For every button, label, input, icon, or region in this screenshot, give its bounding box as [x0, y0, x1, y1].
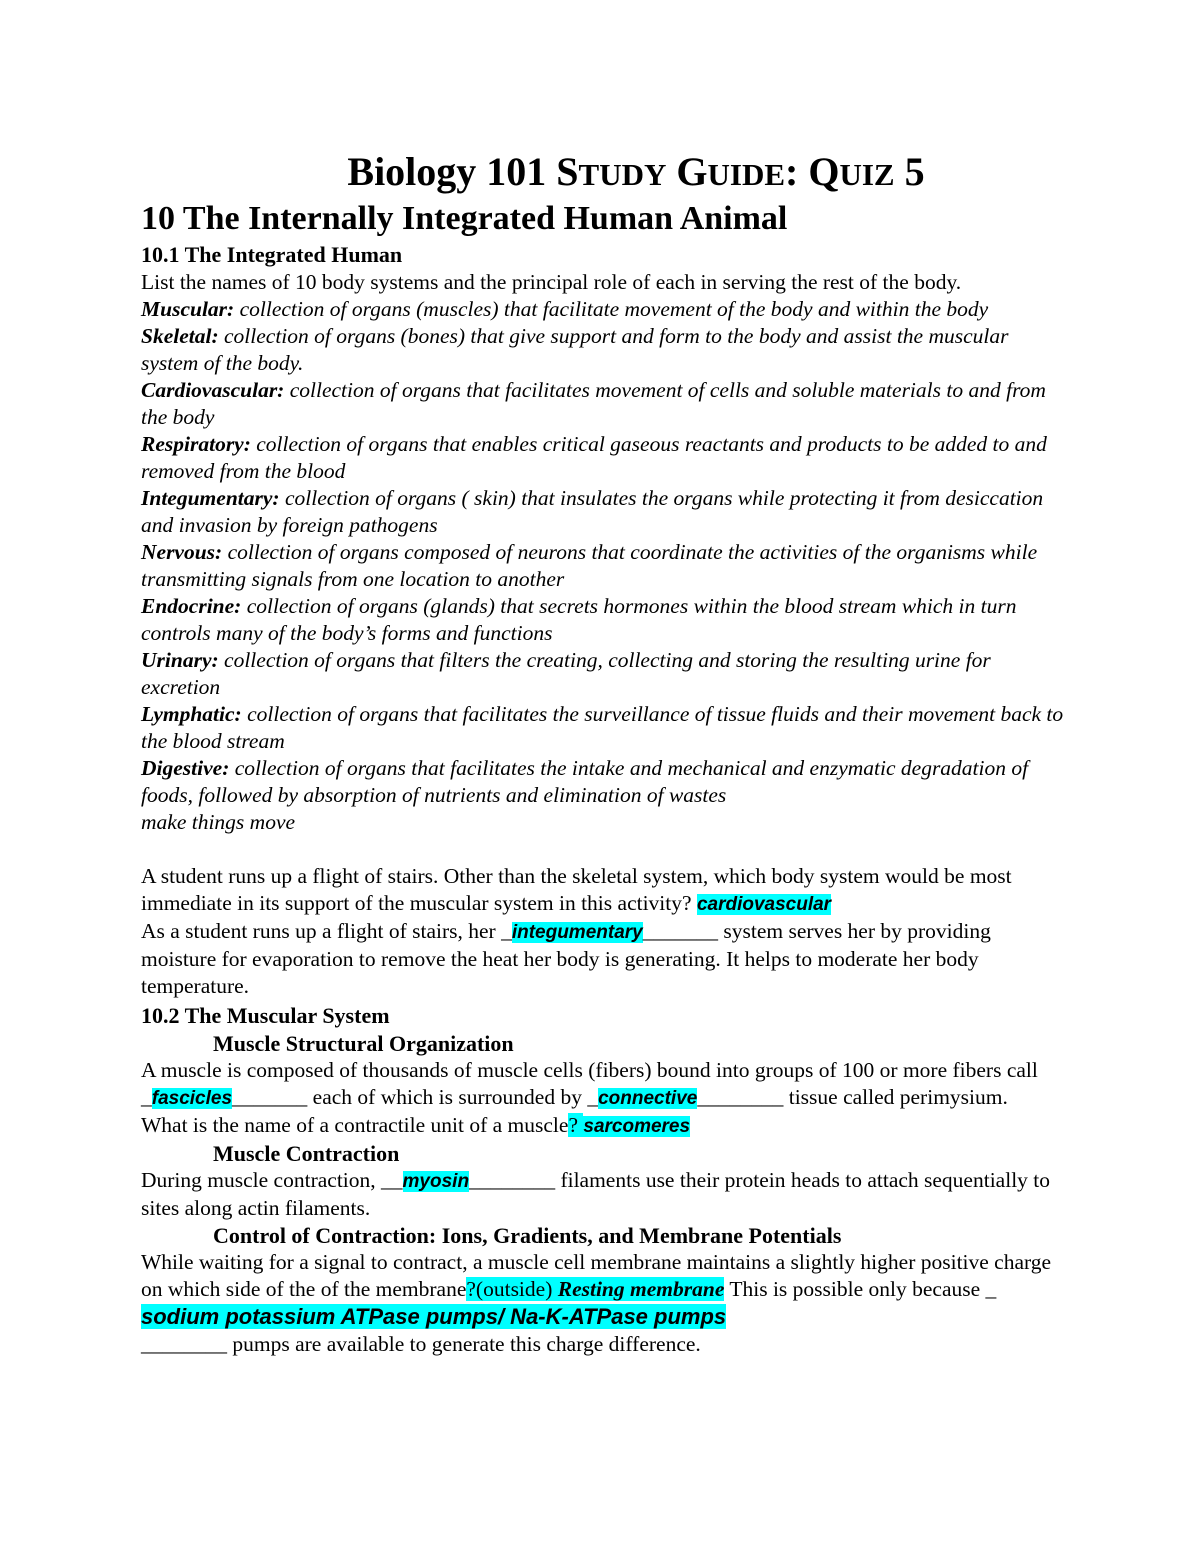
system-name: Integumentary:	[141, 486, 280, 510]
answer-highlight: connective	[598, 1088, 698, 1109]
system-name: Endocrine:	[141, 594, 242, 618]
title-smallcaps: UIZ	[839, 157, 895, 192]
answer-highlight: myosin	[402, 1171, 470, 1192]
system-description: collection of organs that facilitates the surveillance of tissue fluids and their movement back to the blood stream	[141, 702, 1064, 753]
paragraph-contraction	[141, 1167, 1071, 1222]
system-item	[141, 485, 1071, 539]
highlight-mark: ?	[568, 1113, 584, 1137]
subheading-control-of-contraction: Control of Contraction: Ions, Gradients, and Membrane Potentials	[213, 1223, 842, 1248]
system-name: Nervous:	[141, 540, 223, 564]
question-text: system serves her by providing moisture for evaporation to remove the heat her body is generating. It helps to moderate her body temperature.	[141, 919, 991, 998]
document-body	[141, 150, 1071, 1358]
answer-highlight: cardiovascular	[696, 894, 832, 915]
highlight-mark: ?(outside)	[466, 1277, 558, 1301]
blank-line: ________	[469, 1168, 556, 1192]
title-part: Biology 101 S	[347, 149, 579, 194]
system-description: collection of organs that filters the creating, collecting and storing the resulting urine for excretion	[141, 648, 991, 699]
blank-line: ________	[697, 1085, 784, 1109]
blank-line: __	[381, 1168, 403, 1192]
paragraph-muscle-structure	[141, 1057, 1071, 1112]
blank-line: _______	[642, 919, 718, 943]
system-name: Urinary:	[141, 648, 219, 672]
system-item	[141, 431, 1071, 485]
paragraph-text: ________ pumps are available to generate this charge difference.	[141, 1332, 701, 1356]
system-item	[141, 377, 1071, 431]
question-text: A student runs up a flight of stairs. Other than the skeletal system, which body system would be most immediate in its support of the muscular system in this activity?	[141, 864, 1012, 915]
question-text: What is the name of a contractile unit of a muscle	[141, 1113, 569, 1137]
title-part: 5	[894, 149, 925, 194]
title-smallcaps: UIDE	[707, 157, 786, 192]
system-item	[141, 296, 1071, 323]
question-stairs-2	[141, 918, 1071, 1000]
answer-highlight: sarcomeres	[583, 1116, 691, 1137]
section-heading-10-1: 10.1 The Integrated Human	[141, 242, 403, 267]
answer-highlight: Resting membrane	[557, 1277, 725, 1301]
system-description: collection of organs that facilitates movement of cells and soluble materials to and from the body	[141, 378, 1046, 429]
system-description: collection of organs (bones) that give support and form to the body and assist the muscular system of the body.	[141, 324, 1009, 375]
list-prompt: List the names of 10 body systems and the principal role of each in serving the rest of the body.	[141, 270, 962, 294]
system-description: collection of organs ( skin) that insulates the organs while protecting it from desiccation and invasion by foreign pathogens	[141, 486, 1044, 537]
system-item	[141, 323, 1071, 377]
subheading-structural-organization: Muscle Structural Organization	[213, 1031, 514, 1056]
paragraph-membrane-potential	[141, 1249, 1071, 1358]
title-smallcaps: TUDY	[578, 157, 667, 192]
paragraph-text: During muscle contraction,	[141, 1168, 382, 1192]
question-text: As a student runs up a flight of stairs, her	[141, 919, 502, 943]
paragraph-text: each of which is surrounded by	[307, 1085, 588, 1109]
spacer	[141, 836, 1071, 863]
system-name: Muscular:	[141, 297, 235, 321]
page-title	[141, 150, 1071, 197]
blank-line: _	[501, 919, 512, 943]
answer-highlight: sodium potassium ATPase pumps/ Na-K-ATPase pumps	[141, 1304, 727, 1329]
subheading-muscle-contraction: Muscle Contraction	[213, 1141, 400, 1166]
chapter-heading: 10 The Internally Integrated Human Animal	[141, 200, 788, 237]
system-name: Cardiovascular:	[141, 378, 285, 402]
system-item	[141, 647, 1071, 701]
paragraph-text: tissue called perimysium.	[783, 1085, 1008, 1109]
section-heading-10-2: 10.2 The Muscular System	[141, 1003, 390, 1028]
system-item	[141, 539, 1071, 593]
system-description: collection of organs that enables critical gaseous reactants and products to be added to and removed from the blood	[141, 432, 1047, 483]
title-part: : Q	[785, 149, 840, 194]
question-stairs-1	[141, 863, 1071, 918]
system-description: collection of organs that facilitates the intake and mechanical and enzymatic degradation of foods, followed by absorption of nutrients and elimination of wastes	[141, 756, 1029, 807]
system-name: Lymphatic:	[141, 702, 242, 726]
paragraph-text: While waiting for a signal to contract, a muscle cell membrane maintains a slightly higher positive charge on which side of the of the membrane	[141, 1250, 1052, 1301]
title-part: G	[666, 149, 708, 194]
system-name: Respiratory:	[141, 432, 251, 456]
blank-line: _	[587, 1085, 599, 1109]
system-description: collection of organs (glands) that secrets hormones within the blood stream which in turn controls many of the body’s forms and functions	[141, 594, 1017, 645]
paragraph-text: filaments use their protein heads to attach sequentially to sites along actin filaments.	[141, 1168, 1051, 1220]
extra-line: make things move	[141, 810, 296, 834]
paragraph-text: This is possible only because _	[724, 1277, 997, 1301]
system-description: collection of organs (muscles) that facilitate movement of the body and within the body	[234, 297, 989, 321]
blank-line: _______	[232, 1085, 308, 1109]
answer-highlight: integumentary	[511, 922, 643, 943]
system-description: collection of organs composed of neurons that coordinate the activities of the organisms while transmitting signals from one location to another	[141, 540, 1038, 591]
question-contractile-unit	[141, 1112, 1071, 1140]
system-name: Skeletal:	[141, 324, 219, 348]
system-item	[141, 593, 1071, 647]
answer-highlight: fascicles	[151, 1088, 233, 1109]
system-item	[141, 701, 1071, 755]
system-name: Digestive:	[141, 756, 230, 780]
system-item	[141, 755, 1071, 809]
blank-line: _	[141, 1085, 152, 1109]
paragraph-text: A muscle is composed of thousands of muscle cells (fibers) bound into groups of 100 or more fibers call	[141, 1058, 1038, 1082]
